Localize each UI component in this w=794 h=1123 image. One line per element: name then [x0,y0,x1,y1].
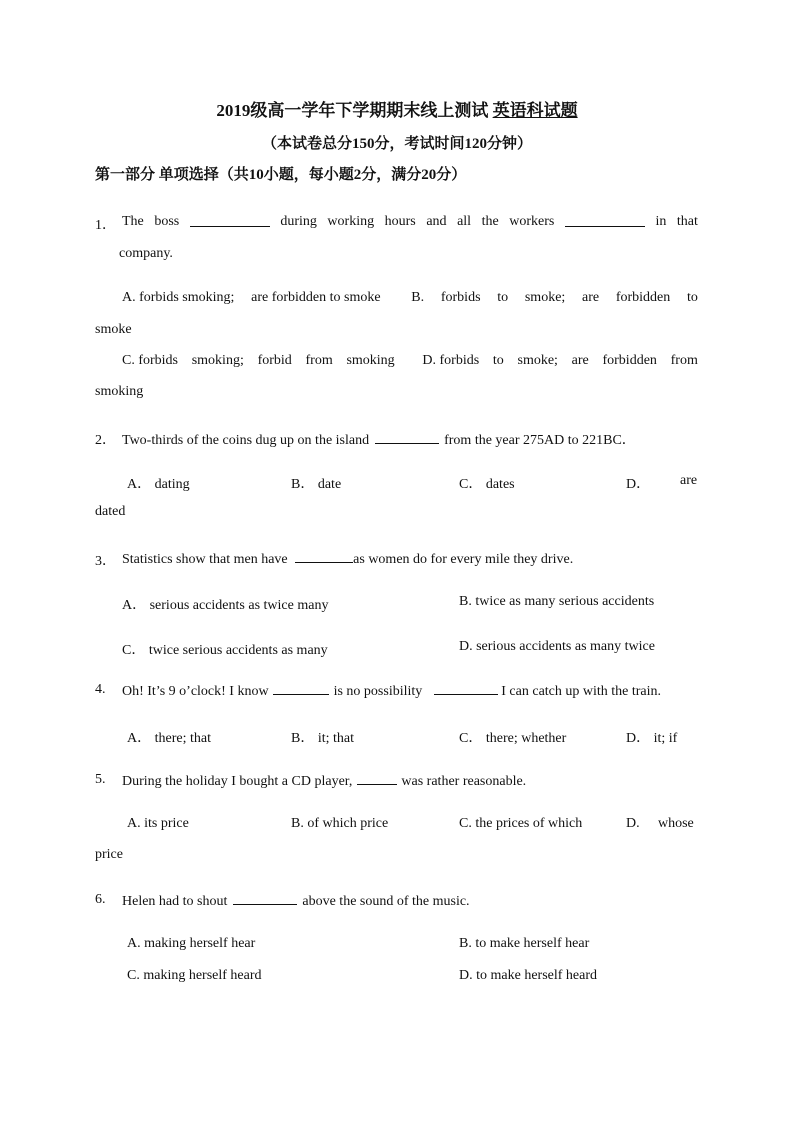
option-d-text: whose [658,816,694,831]
option-b: B. to make herself hear [459,936,590,951]
question-stem: The boss during working hours and all the workers in that [122,214,698,229]
option-continued: smoking [95,384,144,399]
answer-blank [434,682,498,695]
option-b: B． it; that [291,731,354,746]
question-number: 4. [95,682,106,697]
title-main: 2019级高一学年下学期期末线上测试 [216,101,489,120]
option-b: B. of which price [291,816,389,831]
answer-blank [295,550,353,563]
option-d: D. [626,816,640,831]
option-continued: dated [95,504,126,519]
question-number: 5. [95,772,106,787]
answer-blank [233,892,297,905]
option-a: A. its price [127,816,189,831]
answer-blank [565,214,645,227]
question-number: 6. [95,892,106,907]
option-a: A． dating [127,477,190,492]
option-d: D． it; if [626,731,678,746]
option-b: B. twice as many serious accidents [459,594,655,609]
option-b: B． date [291,477,342,492]
option-a: A． serious accidents as twice many [122,598,329,613]
question-number: 2． [95,433,116,448]
option-c: C． twice serious accidents as many [122,643,328,658]
option-continued: smoke [95,322,132,337]
options-row-cd: C. forbids smoking; forbid from smoking D. forbids to smoke; are forbidden from [122,353,698,368]
answer-blank [273,682,329,695]
option-a: A. making herself hear [127,936,256,951]
options-row-ab: A. forbids smoking; are forbidden to smoke B. forbids to smoke; are forbidden to [122,290,698,305]
section-heading: 第一部分 单项选择（共10小题，每小题2分，满分20分） [95,167,467,183]
page-subtitle: （本试卷总分150分，考试时间120分钟） [261,136,532,152]
question-stem: During the holiday I bought a CD player, was rather reasonable. [122,774,527,789]
option-c: C． dates [459,477,515,492]
title-subject: 英语科试题 [492,101,578,120]
option-c: C. making herself heard [127,968,262,983]
question-stem: Helen had to shout above the sound of the music. [122,894,470,909]
option-d: D． [626,477,651,492]
option-c: C. the prices of which [459,816,583,831]
answer-blank [190,214,270,227]
question-stem: Statistics show that men have as women do for every mile they drive. [122,552,574,567]
question-stem-continued: company. [119,246,173,261]
option-c: C． there; whether [459,731,567,746]
option-d-text: are [680,473,698,488]
question-stem: Oh! It’s 9 o’clock! I know is no possibility I can catch up with the train. [122,684,662,699]
option-d: D. serious accidents as many twice [459,639,655,654]
answer-blank [375,431,439,444]
page-title [0,96,794,121]
question-number: 3． [95,554,116,569]
option-d: D. to make herself heard [459,968,597,983]
option-a: A． there; that [127,731,211,746]
option-continued: price [95,847,123,862]
question-stem: Two-thirds of the coins dug up on the island from the year 275AD to 221BC． [122,433,636,448]
question-number: 1． [95,218,116,233]
answer-blank [357,772,397,785]
